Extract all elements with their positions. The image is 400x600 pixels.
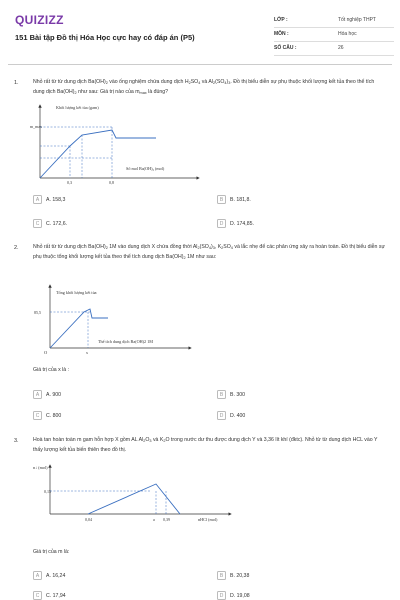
- question-3-graph: [30, 462, 240, 530]
- question-text: Nhỏ rất từ từ dung dịch $Ba(OH)_2$ 1M vào dung dịch X chứa đồng thời $Al_2(SO_4)_3$, $K_2SO_4$ và lắc nhẹ để các phản ứng xảy ra hoàn toàn. Đồ thị biểu diễn sự phụ thuộc tổng khối lượng kết tủa theo thể tích dung dịch $Ba(OH)_2$ 1M như sau:: [33, 244, 385, 260]
- option-b[interactable]: [217, 389, 377, 401]
- page-title: 151 Bài tập Đồ thị Hóa Học cực hay có đáp án (P5): [15, 33, 195, 42]
- question-prompt: Giá trị của x là :: [33, 367, 70, 373]
- meta-row-subject: [274, 28, 394, 42]
- option-b[interactable]: [217, 570, 377, 582]
- origin-label: O: [44, 350, 48, 355]
- x-tick-label: a: [153, 517, 155, 522]
- option-text: A. 900: [46, 391, 61, 398]
- option-letter: B: [217, 390, 226, 399]
- meta-key: LỚP :: [274, 17, 288, 23]
- option-text: C. 800: [46, 412, 62, 419]
- x-tick-label: 0,04: [85, 517, 92, 522]
- question-1-graph: [30, 100, 200, 188]
- question-2-graph: [30, 282, 200, 358]
- option-c[interactable]: [33, 218, 193, 230]
- x-tick-label: 0,39: [163, 517, 170, 522]
- option-a[interactable]: [33, 570, 193, 582]
- option-text: D. 19,08: [230, 592, 250, 599]
- option-letter: D: [217, 411, 226, 420]
- x-tick-label: x: [86, 350, 88, 355]
- option-text: A. 158,3: [46, 196, 66, 203]
- meta-row-count: [274, 42, 394, 56]
- y-axis-label: n↓ (mol): [33, 465, 48, 470]
- option-a[interactable]: [33, 389, 193, 401]
- option-text: D. 174,85.: [230, 220, 254, 227]
- question-number: 2.: [14, 245, 19, 251]
- option-c[interactable]: [33, 410, 193, 422]
- y-axis-label: Khối lượng kết tủa (gam): [56, 105, 99, 110]
- option-letter: A: [33, 195, 42, 204]
- meta-row-class: [274, 14, 394, 28]
- x-axis-label: Thể tích dung dịch Ba(OH)2 1M: [98, 339, 154, 344]
- question-text: Hoà tan hoàn toàn m gam hỗn hợp X gồm AL $Al_2O_3$ và $K_2O$ trong nước dư thu được dung dịch Y và 3,36 lít khí (đktc). Nhỏ từ từ dung dịch HCL vào Y thấy lượng kết tủa biến thiên theo đồ thị.: [33, 437, 378, 453]
- question-number: 1.: [14, 80, 19, 86]
- header-divider: [8, 64, 392, 65]
- y-tick-label: 85,5: [34, 310, 41, 315]
- option-d[interactable]: [217, 590, 377, 600]
- option-text: C. 17,94: [46, 592, 66, 599]
- question-prompt: Giá trị của m là:: [33, 549, 70, 555]
- option-letter: D: [217, 591, 226, 600]
- y-tick-label: 0,15: [44, 489, 51, 494]
- option-letter: D: [217, 219, 226, 228]
- x-tick-label: 0,3: [67, 180, 72, 185]
- meta-value: Tốt nghiệp THPT: [338, 17, 376, 23]
- y-tick-label: m_max: [30, 124, 42, 129]
- option-letter: C: [33, 219, 42, 228]
- option-a[interactable]: [33, 194, 193, 206]
- option-text: D. 400: [230, 412, 246, 419]
- option-letter: A: [33, 571, 42, 580]
- option-d[interactable]: [217, 218, 377, 230]
- meta-value: Hóa học: [338, 31, 357, 37]
- option-letter: C: [33, 591, 42, 600]
- option-letter: C: [33, 411, 42, 420]
- option-text: C. 172,6.: [46, 220, 68, 227]
- question-number: 3.: [14, 438, 19, 444]
- option-d[interactable]: [217, 410, 377, 422]
- option-b[interactable]: [217, 194, 377, 206]
- option-text: B. 181,8.: [230, 196, 251, 203]
- option-letter: B: [217, 195, 226, 204]
- page-header: [0, 0, 400, 62]
- question-text: Nhỏ rất từ từ dung dịch $Ba(OH)_2$ vào ống nghiệm chứa dung dịch $H_2SO_4$ và $Al_2(SO_4)_3$. Đồ thị biểu diễn sự phụ thuộc khối lượng kết tủa theo thể tích dung dịch $Ba(OH)_2$ như sau: Giá trị nào của $m_{max}$ là đúng?: [33, 79, 375, 95]
- y-axis-label: Tổng khối lượng kết tủa: [56, 290, 97, 295]
- option-letter: B: [217, 571, 226, 580]
- option-text: B. 300: [230, 391, 245, 398]
- option-c[interactable]: [33, 590, 193, 600]
- x-tick-label: 0,8: [109, 180, 114, 185]
- x-axis-label: nHCl (mol): [198, 517, 218, 522]
- option-text: A. 16,24: [46, 572, 66, 579]
- meta-table: [274, 14, 394, 56]
- meta-value: 26: [338, 45, 344, 51]
- quizizz-logo: QUIZIZZ: [15, 13, 64, 27]
- x-axis-label: Số mol Ba(OH)₂ (mol): [126, 166, 165, 171]
- meta-key: SỐ CÂU :: [274, 45, 297, 51]
- option-letter: A: [33, 390, 42, 399]
- option-text: B. 20,38: [230, 572, 250, 579]
- meta-key: MÔN :: [274, 31, 289, 37]
